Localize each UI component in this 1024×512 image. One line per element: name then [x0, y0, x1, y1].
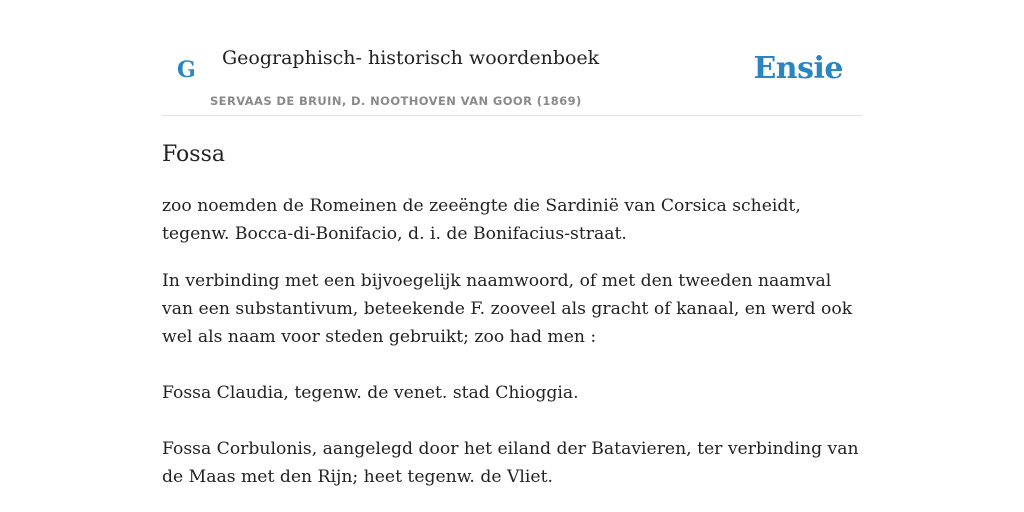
ensie-logo-link[interactable]: Ensie	[753, 51, 843, 86]
entry-paragraph: Fossa Corbulonis, aangelegd door het eiland der Batavieren, ter verbinding van de Maas met den Rijn; heet tegenw. de Vliet.	[162, 439, 859, 487]
entry-paragraph: zoo noemden de Romeinen de zeeëngte die Sardinië van Corsica scheidt, tegenw. Bocca-di-Bonifacio, d. i. de Bonifacius-straat.	[162, 196, 801, 244]
entry-paragraph: In verbinding met een bijvoegelijk naamwoord, of met den tweeden naamval van een substantivum, beteekende F. zooveel als gracht of kanaal, en werd ook wel als naam voor steden gebruikt; zoo had men :	[162, 271, 853, 347]
entry-paragraph: Fossa Claudia, tegenw. de venet. stad Chioggia.	[162, 383, 579, 403]
book-header	[162, 40, 862, 116]
book-title-link[interactable]: Geographisch- historisch woordenboek	[222, 47, 600, 69]
letter-index-link[interactable]: G	[177, 57, 196, 83]
entry-body	[162, 192, 862, 491]
entry-title: Fossa	[162, 142, 226, 167]
book-authors: SERVAAS DE BRUIN, D. NOOTHOVEN VAN GOOR (1869)	[210, 94, 582, 108]
entry-article	[162, 140, 862, 491]
